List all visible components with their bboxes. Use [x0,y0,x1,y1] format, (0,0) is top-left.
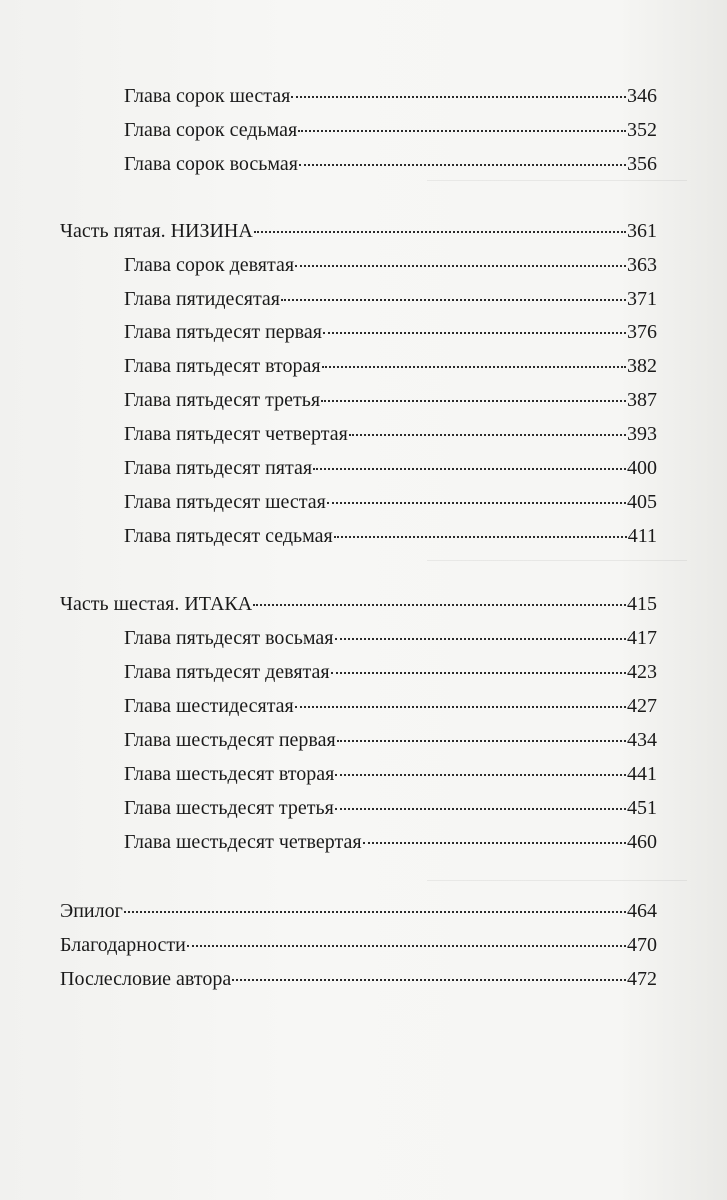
leader-dots [295,265,626,267]
leader-dots [313,468,626,470]
leader-dots [187,945,626,947]
toc-entry-label: Глава пятьдесят восьмая [124,627,334,649]
toc-entry-label: Глава пятьдесят третья [124,389,321,411]
toc-entry-page: 423 [627,661,657,683]
leader-dots [254,231,626,233]
toc-entry [124,796,657,820]
toc-entry-page: 460 [627,831,657,853]
bleed-through-line [427,180,687,181]
toc-entry-page: 371 [627,288,657,310]
toc-entry-label: Часть шестая. ИТАКА [60,593,253,615]
toc-entry-label: Глава шестидесятая [124,695,294,717]
toc-entry-page: 411 [627,525,657,547]
leader-dots [335,774,626,776]
leader-dots [335,808,626,810]
toc-entry [124,84,657,108]
toc-entry-label: Глава пятьдесят девятая [124,661,330,683]
toc-entry-label: Глава сорок шестая [124,85,291,107]
toc-entry-page: 352 [627,119,657,141]
leader-dots [299,164,626,166]
leader-dots [331,672,626,674]
toc-entry-label: Глава пятьдесят первая [124,321,322,343]
toc-part-entry [60,967,657,991]
toc-entry-label: Глава пятьдесят вторая [124,355,321,377]
leader-dots [232,979,626,981]
toc-entry-page: 361 [627,220,657,242]
toc-entry [124,320,657,344]
toc-entry-page: 451 [627,797,657,819]
toc-entry [124,830,657,854]
leader-dots [327,502,626,504]
toc-entry-label: Глава шестьдесят вторая [124,763,335,785]
leader-dots [291,96,626,98]
toc-entry-page: 434 [627,729,657,751]
toc-entry [124,524,657,548]
bleed-through-line [427,560,687,561]
toc-entry-page: 405 [627,491,657,513]
toc-entry-page: 470 [627,934,657,956]
toc-entry-page: 356 [627,153,657,175]
toc-part-entry [60,899,657,923]
toc-entry-label: Эпилог [60,900,123,922]
toc-entry [124,388,657,412]
toc-entry-label: Глава пятьдесят седьмая [124,525,333,547]
leader-dots [298,130,626,132]
toc-part-entry [60,219,657,243]
leader-dots [253,604,626,606]
leader-dots [322,366,626,368]
leader-dots [337,740,626,742]
toc-entry-page: 382 [627,355,657,377]
toc-entry-label: Глава пятьдесят пятая [124,457,313,479]
toc-part-entry [60,933,657,957]
toc-entry-label: Благодарности [60,934,186,956]
toc-entry [124,152,657,176]
leader-dots [349,434,626,436]
toc-entry-page: 427 [627,695,657,717]
leader-dots [124,911,626,913]
toc-entry-label: Глава шестьдесят третья [124,797,334,819]
toc-entry-page: 441 [627,763,657,785]
toc-entry [124,287,657,311]
toc-entry [124,660,657,684]
toc-entry-page: 363 [627,254,657,276]
toc-entry-page: 400 [627,457,657,479]
leader-dots [281,299,626,301]
toc-entry [124,422,657,446]
leader-dots [321,400,626,402]
toc-entry-label: Глава сорок восьмая [124,153,298,175]
leader-dots [363,842,626,844]
toc-entry-page: 387 [627,389,657,411]
toc-entry-label: Часть пятая. НИЗИНА [60,220,253,242]
toc-entry-label: Глава шестьдесят первая [124,729,336,751]
toc-part-entry [60,592,657,616]
toc-entry-label: Глава пятидесятая [124,288,281,310]
toc-entry [124,253,657,277]
toc-entry [124,694,657,718]
toc-entry-page: 415 [627,593,657,615]
leader-dots [334,536,627,538]
toc-entry [124,762,657,786]
toc-entry [124,118,657,142]
toc-entry [124,490,657,514]
toc-entry [124,456,657,480]
toc-entry-page: 472 [627,968,657,990]
toc-entry-page: 417 [627,627,657,649]
toc-entry-label: Глава шестьдесят четвертая [124,831,362,853]
toc-entry [124,354,657,378]
toc-entry-label: Глава пятьдесят шестая [124,491,326,513]
toc-entry [124,728,657,752]
toc-entry-page: 393 [627,423,657,445]
toc-entry-label: Глава пятьдесят четвертая [124,423,348,445]
toc-entry-label: Послесловие автора [60,968,232,990]
leader-dots [295,706,626,708]
toc-entry [124,626,657,650]
bleed-through-line [427,880,687,881]
leader-dots [323,332,626,334]
toc-entry-page: 376 [627,321,657,343]
toc-entry-label: Глава сорок седьмая [124,119,298,141]
leader-dots [335,638,626,640]
toc-entry-page: 346 [627,85,657,107]
toc-entry-label: Глава сорок девятая [124,254,295,276]
toc-entry-page: 464 [627,900,657,922]
